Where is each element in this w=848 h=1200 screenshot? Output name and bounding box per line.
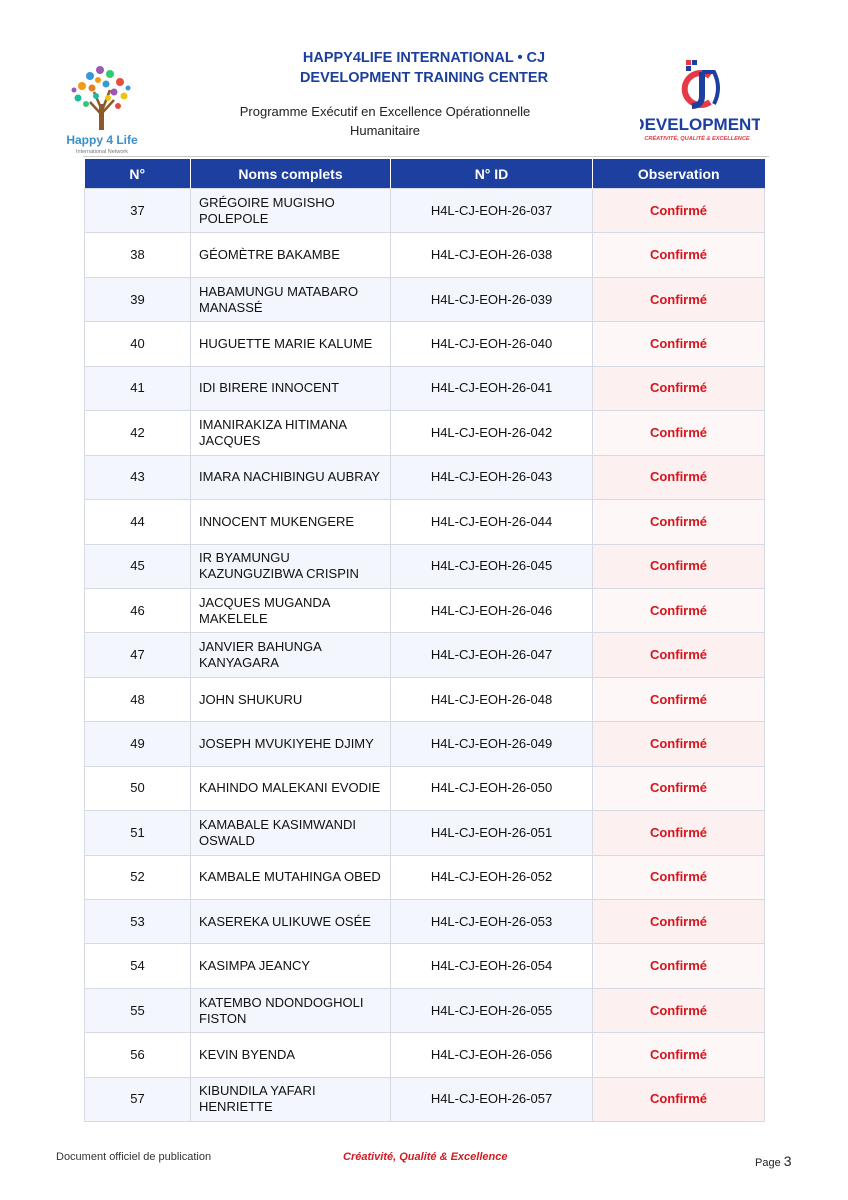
- table-row: [85, 233, 765, 277]
- row-observation: Confirmé: [593, 722, 765, 766]
- row-number: 52: [85, 855, 191, 899]
- row-observation: Confirmé: [593, 455, 765, 499]
- row-name: KATEMBO NDONDOGHOLI FISTON: [191, 988, 391, 1032]
- row-observation: Confirmé: [593, 1077, 765, 1121]
- table-row: [85, 855, 765, 899]
- row-number: 43: [85, 455, 191, 499]
- row-observation: Confirmé: [593, 500, 765, 544]
- table-row: [85, 455, 765, 499]
- row-observation: Confirmé: [593, 277, 765, 321]
- header-title-line2: DEVELOPMENT TRAINING CENTER: [299, 70, 549, 86]
- row-number: 50: [85, 766, 191, 810]
- row-id: H4L-CJ-EOH-26-049: [391, 722, 593, 766]
- row-name: KAMBALE MUTAHINGA OBED: [191, 855, 391, 899]
- page-label: Page: [755, 1157, 781, 1169]
- row-name: KIBUNDILA YAFARI HENRIETTE: [191, 1077, 391, 1121]
- cj-emblem-icon: [685, 60, 718, 106]
- row-observation: Confirmé: [593, 766, 765, 810]
- row-number: 40: [85, 322, 191, 366]
- column-header-name: Noms complets: [191, 159, 391, 189]
- table-row: [85, 633, 765, 677]
- row-number: 39: [85, 277, 191, 321]
- row-name: JANVIER BAHUNGA KANYAGARA: [191, 633, 391, 677]
- row-name: GRÉGOIRE MUGISHO POLEPOLE: [191, 189, 391, 233]
- row-name: JACQUES MUGANDA MAKELELE: [191, 588, 391, 632]
- row-name: IMANIRAKIZA HITIMANA JACQUES: [191, 411, 391, 455]
- row-observation: Confirmé: [593, 633, 765, 677]
- table-row: [85, 766, 765, 810]
- row-observation: Confirmé: [593, 366, 765, 410]
- logo-left-subtext: International Network: [76, 149, 128, 155]
- footer-tagline: Créativité, Qualité & Excellence: [343, 1151, 508, 1163]
- row-number: 54: [85, 944, 191, 988]
- row-id: H4L-CJ-EOH-26-052: [391, 855, 593, 899]
- row-observation: Confirmé: [593, 322, 765, 366]
- row-observation: Confirmé: [593, 544, 765, 588]
- table-row: [85, 988, 765, 1032]
- header-subtitle-line1: Programme Exécutif en Excellence Opérationnelle: [239, 104, 531, 119]
- header-subtitle-line2: Humanitaire: [349, 123, 421, 138]
- row-observation: Confirmé: [593, 855, 765, 899]
- table-row: [85, 677, 765, 721]
- row-number: 41: [85, 366, 191, 410]
- row-name: HUGUETTE MARIE KALUME: [191, 322, 391, 366]
- row-number: 46: [85, 588, 191, 632]
- row-id: H4L-CJ-EOH-26-047: [391, 633, 593, 677]
- header-divider: [83, 156, 769, 157]
- table-row: [85, 189, 765, 233]
- row-id: H4L-CJ-EOH-26-040: [391, 322, 593, 366]
- table-row: [85, 322, 765, 366]
- row-number: 53: [85, 900, 191, 944]
- row-observation: Confirmé: [593, 233, 765, 277]
- row-number: 38: [85, 233, 191, 277]
- table-row: [85, 500, 765, 544]
- tree-icon: [72, 66, 131, 130]
- row-number: 45: [85, 544, 191, 588]
- footer-page-indicator: [755, 1153, 792, 1169]
- row-id: H4L-CJ-EOH-26-042: [391, 411, 593, 455]
- row-number: 49: [85, 722, 191, 766]
- row-id: H4L-CJ-EOH-26-048: [391, 677, 593, 721]
- table-header-row: [85, 159, 765, 189]
- participants-table: [84, 159, 765, 1122]
- row-number: 48: [85, 677, 191, 721]
- row-id: H4L-CJ-EOH-26-046: [391, 588, 593, 632]
- logo-right-text: DEVELOPMENT: [640, 115, 760, 134]
- table-row: [85, 544, 765, 588]
- table-row: [85, 944, 765, 988]
- row-id: H4L-CJ-EOH-26-045: [391, 544, 593, 588]
- row-observation: Confirmé: [593, 411, 765, 455]
- row-name: KEVIN BYENDA: [191, 1033, 391, 1077]
- row-id: H4L-CJ-EOH-26-056: [391, 1033, 593, 1077]
- column-header-number: N°: [85, 159, 191, 189]
- row-observation: Confirmé: [593, 944, 765, 988]
- row-id: H4L-CJ-EOH-26-041: [391, 366, 593, 410]
- row-observation: Confirmé: [593, 988, 765, 1032]
- happy4life-logo: [52, 52, 152, 160]
- column-header-observation: Observation: [593, 159, 765, 189]
- row-number: 55: [85, 988, 191, 1032]
- table-row: [85, 811, 765, 855]
- row-name: HABAMUNGU MATABARO MANASSÉ: [191, 277, 391, 321]
- row-observation: Confirmé: [593, 588, 765, 632]
- row-name: IR BYAMUNGU KAZUNGUZIBWA CRISPIN: [191, 544, 391, 588]
- row-observation: Confirmé: [593, 677, 765, 721]
- row-id: H4L-CJ-EOH-26-054: [391, 944, 593, 988]
- table-row: [85, 1033, 765, 1077]
- row-name: KASEREKA ULIKUWE OSÉE: [191, 900, 391, 944]
- column-header-id: N° ID: [391, 159, 593, 189]
- row-observation: Confirmé: [593, 189, 765, 233]
- row-id: H4L-CJ-EOH-26-037: [391, 189, 593, 233]
- row-number: 37: [85, 189, 191, 233]
- row-number: 56: [85, 1033, 191, 1077]
- table-row: [85, 900, 765, 944]
- row-id: H4L-CJ-EOH-26-051: [391, 811, 593, 855]
- row-name: IDI BIRERE INNOCENT: [191, 366, 391, 410]
- row-name: INNOCENT MUKENGERE: [191, 500, 391, 544]
- row-name: GÉOMÈTRE BAKAMBE: [191, 233, 391, 277]
- row-observation: Confirmé: [593, 900, 765, 944]
- footer-document-label: Document officiel de publication: [56, 1151, 212, 1163]
- row-id: H4L-CJ-EOH-26-057: [391, 1077, 593, 1121]
- row-id: H4L-CJ-EOH-26-053: [391, 900, 593, 944]
- table-row: [85, 1077, 765, 1121]
- row-id: H4L-CJ-EOH-26-050: [391, 766, 593, 810]
- table-row: [85, 277, 765, 321]
- row-id: H4L-CJ-EOH-26-038: [391, 233, 593, 277]
- logo-right-tagline: CRÉATIVITÉ, QUALITÉ & EXCELLENCE: [644, 136, 750, 142]
- table-row: [85, 366, 765, 410]
- row-number: 51: [85, 811, 191, 855]
- row-name: JOSEPH MVUKIYEHE DJIMY: [191, 722, 391, 766]
- row-number: 47: [85, 633, 191, 677]
- row-name: IMARA NACHIBINGU AUBRAY: [191, 455, 391, 499]
- row-number: 57: [85, 1077, 191, 1121]
- row-id: H4L-CJ-EOH-26-044: [391, 500, 593, 544]
- row-number: 44: [85, 500, 191, 544]
- row-name: KASIMPA JEANCY: [191, 944, 391, 988]
- row-name: KAHINDO MALEKANI EVODIE: [191, 766, 391, 810]
- row-name: KAMABALE KASIMWANDI OSWALD: [191, 811, 391, 855]
- logo-left-text: Happy 4 Life: [66, 133, 138, 147]
- row-observation: Confirmé: [593, 811, 765, 855]
- cj-development-logo: [640, 58, 760, 158]
- row-name: JOHN SHUKURU: [191, 677, 391, 721]
- page-number: 3: [783, 1153, 792, 1169]
- row-id: H4L-CJ-EOH-26-043: [391, 455, 593, 499]
- row-observation: Confirmé: [593, 1033, 765, 1077]
- row-id: H4L-CJ-EOH-26-055: [391, 988, 593, 1032]
- row-number: 42: [85, 411, 191, 455]
- row-id: H4L-CJ-EOH-26-039: [391, 277, 593, 321]
- header-title-line1: HAPPY4LIFE INTERNATIONAL • CJ: [302, 50, 546, 66]
- table-row: [85, 722, 765, 766]
- table-row: [85, 588, 765, 632]
- table-row: [85, 411, 765, 455]
